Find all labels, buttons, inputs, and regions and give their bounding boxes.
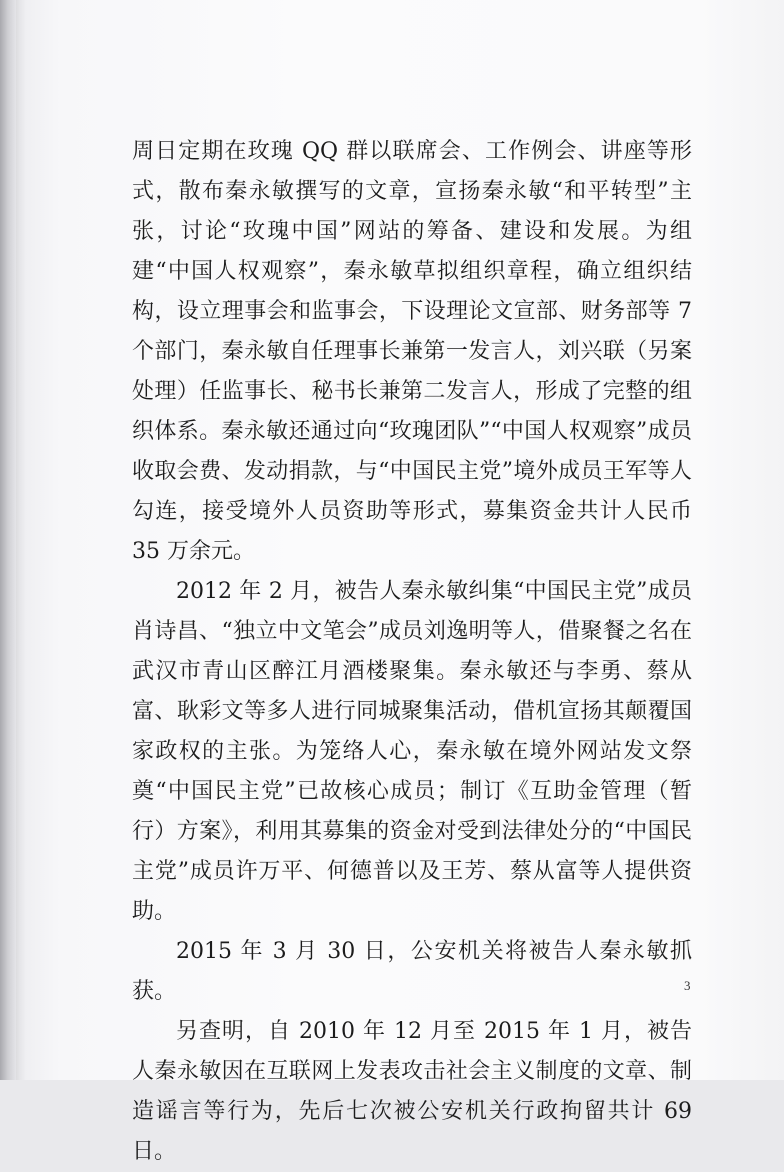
- page-binding-edge: [0, 0, 16, 1080]
- paragraph-2: 2012 年 2 月，被告人秦永敏纠集“中国民主党”成员肖诗昌、“独立中文笔会”成员刘逸明等人，借聚餐之名在武汉市青山区醉江月酒楼聚集。秦永敏还与李勇、蔡从富、耿彩文等多人进行同城聚集活动，借机宣扬其颠覆国家政权的主张。为笼络人心，秦永敏在境外网站发文祭奠“中国民主党”已故核心成员；制订《互助金管理（暂行）方案》，利用其募集的资金对受到法律处分的“中国民主党”成员许万平、何德普以及王芳、蔡从富等人提供资助。: [132, 579, 692, 924]
- binding-shadow: [16, 0, 26, 1080]
- document-body: [132, 132, 692, 1172]
- page-number: 3: [684, 978, 691, 993]
- paragraph-4: 另查明，自 2010 年 12 月至 2015 年 1 月，被告人秦永敏因在互联网上发表攻击社会主义制度的文章、制造谣言等行为，先后七次被公安机关行政拘留共计 69 日。: [132, 1019, 692, 1164]
- paragraph-1: 周日定期在玫瑰 QQ 群以联席会、工作例会、讲座等形式，散布秦永敏撰写的文章，宣扬秦永敏“和平转型”主张，讨论“玫瑰中国”网站的筹备、建设和发展。为组建“中国人权观察”，秦永敏草拟组织章程，确立组织结构，设立理事会和监事会，下设理论文宣部、财务部等 7 个部门，秦永敏自任理事长兼第一发言人，刘兴联（另案处理）任监事长、秘书长兼第二发言人，形成了完整的组织体系。秦永敏还通过向“玫瑰团队”“中国人权观察”成员收取会费、发动捐款，与“中国民主党”境外成员王军等人勾连，接受境外人员资助等形式，募集资金共计人民币 35 万余元。: [132, 139, 692, 564]
- paragraph-3: 2015 年 3 月 30 日，公安机关将被告人秦永敏抓获。: [132, 939, 692, 1004]
